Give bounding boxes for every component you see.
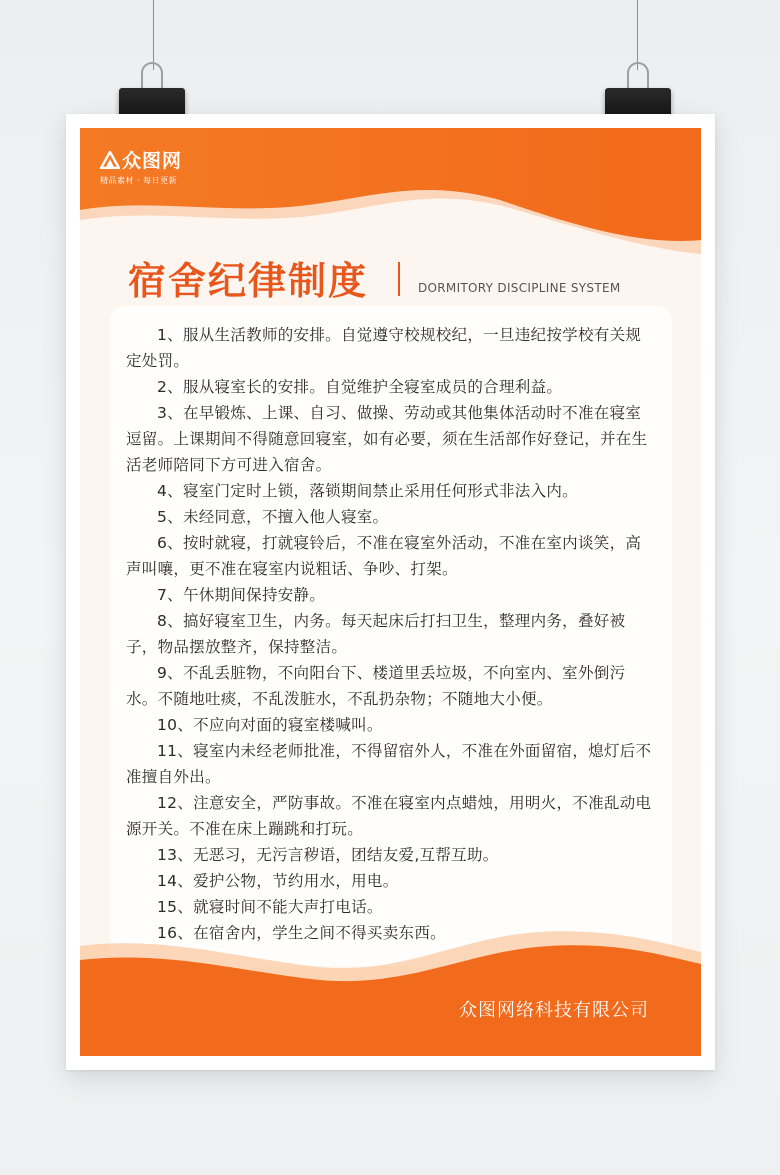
poster — [66, 114, 715, 1070]
rule-item: 3、在早锻炼、上课、自习、做操、劳动或其他集体活动时不准在寝室逗留。上课期间不得随意回寝室，如有必要，须在生活部作好登记，并在生活老师陪同下方可进入宿舍。 — [126, 404, 648, 474]
rules-panel — [110, 306, 672, 966]
page-title: 宿舍纪律制度 — [128, 258, 369, 303]
hanging-string-right — [637, 0, 638, 70]
logo — [100, 146, 182, 186]
title-divider — [398, 262, 400, 296]
rule-item: 13、无恶习，无污言秽语，团结友爱,互帮互助。 — [157, 846, 499, 864]
rule-item: 2、服从寝室长的安排。自觉维护全寝室成员的合理利益。 — [157, 378, 563, 396]
logo-mark-icon — [100, 151, 120, 169]
page-subtitle: DORMITORY DISCIPLINE SYSTEM — [418, 281, 621, 295]
rule-item: 11、寝室内未经老师批准，不得留宿外人，不准在外面留宿，熄灯后不准擅自外出。 — [126, 742, 652, 786]
rules-list — [126, 322, 656, 946]
hanging-string-left — [153, 0, 154, 70]
logo-name — [100, 146, 182, 173]
logo-tagline: 精品素材 · 每日更新 — [100, 176, 178, 185]
rule-item: 16、在宿舍内，学生之间不得买卖东西。 — [157, 924, 446, 942]
rule-item: 1、服从生活教师的安排。自觉遵守校规校纪，一旦违纪按学校有关规定处罚。 — [126, 326, 642, 370]
rule-item: 4、寝室门定时上锁，落锁期间禁止采用任何形式非法入内。 — [157, 482, 578, 500]
rule-item: 8、搞好寝室卫生，内务。每天起床后打扫卫生，整理内务，叠好被子，物品摆放整齐，保持整洁。 — [126, 612, 626, 656]
rule-item: 9、不乱丢脏物，不向阳台下、楼道里丢垃圾，不向室内、室外倒污水。不随地吐痰，不乱泼脏水，不乱扔杂物；不随地大小便。 — [126, 664, 626, 708]
rule-item: 5、未经同意，不擅入他人寝室。 — [157, 508, 389, 526]
logo-text: 众图网 — [122, 150, 183, 172]
rule-item: 15、就寝时间不能大声打电话。 — [157, 898, 383, 916]
poster-inner — [80, 128, 701, 1056]
rule-item: 10、不应向对面的寝室楼喊叫。 — [157, 716, 383, 734]
rule-item: 6、按时就寝，打就寝铃后，不准在寝室外活动，不准在室内谈笑，高声叫嚷，更不准在寝室内说粗话、争吵、打架。 — [126, 534, 642, 578]
rule-item: 14、爱护公物，节约用水，用电。 — [157, 872, 399, 890]
bottom-wave — [80, 926, 701, 1056]
rule-item: 12、注意安全，严防事故。不准在寝室内点蜡烛，用明火，不准乱动电源开关。不准在床上蹦跳和打玩。 — [126, 794, 652, 838]
company-name: 众图网络科技有限公司 — [459, 1000, 649, 1021]
rule-item: 7、午休期间保持安静。 — [157, 586, 326, 604]
